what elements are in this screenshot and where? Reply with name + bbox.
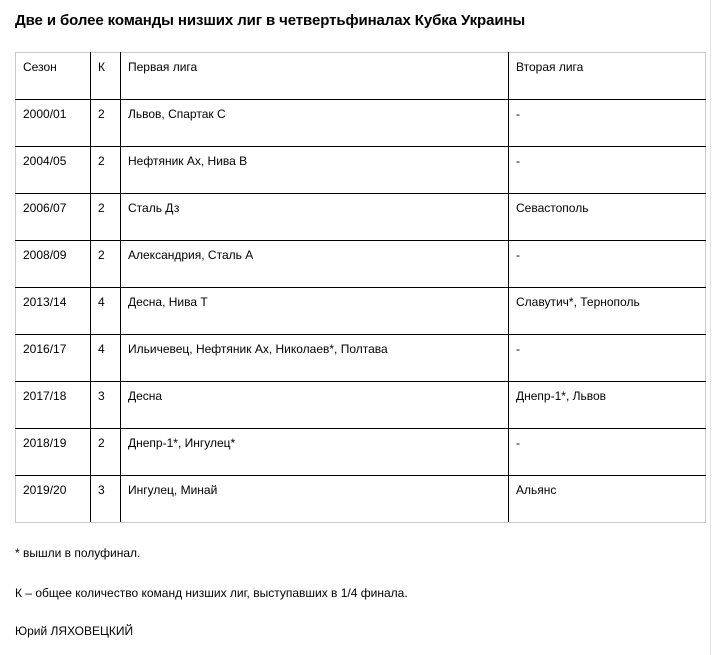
k-count-cell: 4: [91, 335, 121, 382]
table-row: [16, 241, 706, 288]
first-league-teams-cell: Нефтяник Ах, Нива В: [121, 147, 509, 194]
k-count-cell: 2: [91, 100, 121, 147]
table-row: [16, 147, 706, 194]
first-league-teams-cell: Александрия, Сталь А: [121, 241, 509, 288]
first-league-teams-cell: Десна: [121, 382, 509, 429]
table-row: [16, 382, 706, 429]
second-league-teams-cell: Севастополь: [509, 194, 706, 241]
first-league-teams-cell: Сталь Дз: [121, 194, 509, 241]
season-cell: 2000/01: [16, 100, 91, 147]
season-cell: 2016/17: [16, 335, 91, 382]
k-count-cell: 2: [91, 429, 121, 476]
table-row: [16, 100, 706, 147]
k-count-cell: 2: [91, 147, 121, 194]
second-league-teams-cell: Днепр-1*, Львов: [509, 382, 706, 429]
quarterfinals-table: [15, 52, 706, 523]
first-league-teams-cell: Десна, Нива Т: [121, 288, 509, 335]
column-header-first-league: Первая лига: [121, 53, 509, 100]
season-cell: 2006/07: [16, 194, 91, 241]
first-league-teams-cell: Ингулец, Минай: [121, 476, 509, 523]
footnote-semifinal: * вышли в полуфинал.: [15, 546, 141, 560]
k-count-cell: 4: [91, 288, 121, 335]
first-league-teams-cell: Ильичевец, Нефтяник Ах, Николаев*, Полтава: [121, 335, 509, 382]
column-header-season: Сезон: [16, 53, 91, 100]
second-league-teams-cell: -: [509, 335, 706, 382]
table-row: [16, 335, 706, 382]
second-league-teams-cell: -: [509, 429, 706, 476]
table-row: [16, 476, 706, 523]
second-league-teams-cell: Славутич*, Тернополь: [509, 288, 706, 335]
season-cell: 2018/19: [16, 429, 91, 476]
second-league-teams-cell: -: [509, 241, 706, 288]
table-row: [16, 429, 706, 476]
k-count-cell: 3: [91, 382, 121, 429]
season-cell: 2017/18: [16, 382, 91, 429]
season-cell: 2019/20: [16, 476, 91, 523]
footnote-k-definition: К – общее количество команд низших лиг, выступавших в 1/4 финала.: [15, 586, 408, 600]
season-cell: 2008/09: [16, 241, 91, 288]
author-name: Юрий ЛЯХОВЕЦКИЙ: [15, 624, 134, 638]
k-count-cell: 3: [91, 476, 121, 523]
table-row: [16, 288, 706, 335]
column-header-k: К: [91, 53, 121, 100]
season-cell: 2013/14: [16, 288, 91, 335]
second-league-teams-cell: -: [509, 100, 706, 147]
k-count-cell: 2: [91, 241, 121, 288]
season-cell: 2004/05: [16, 147, 91, 194]
second-league-teams-cell: -: [509, 147, 706, 194]
second-league-teams-cell: Альянс: [509, 476, 706, 523]
table-header-row: [16, 53, 706, 100]
first-league-teams-cell: Львов, Спартак С: [121, 100, 509, 147]
first-league-teams-cell: Днепр-1*, Ингулец*: [121, 429, 509, 476]
page-title: Две и более команды низших лиг в четвертьфиналах Кубка Украины: [15, 12, 526, 29]
column-header-second-league: Вторая лига: [509, 53, 706, 100]
table-row: [16, 194, 706, 241]
page-edge-divider: [710, 0, 711, 655]
k-count-cell: 2: [91, 194, 121, 241]
